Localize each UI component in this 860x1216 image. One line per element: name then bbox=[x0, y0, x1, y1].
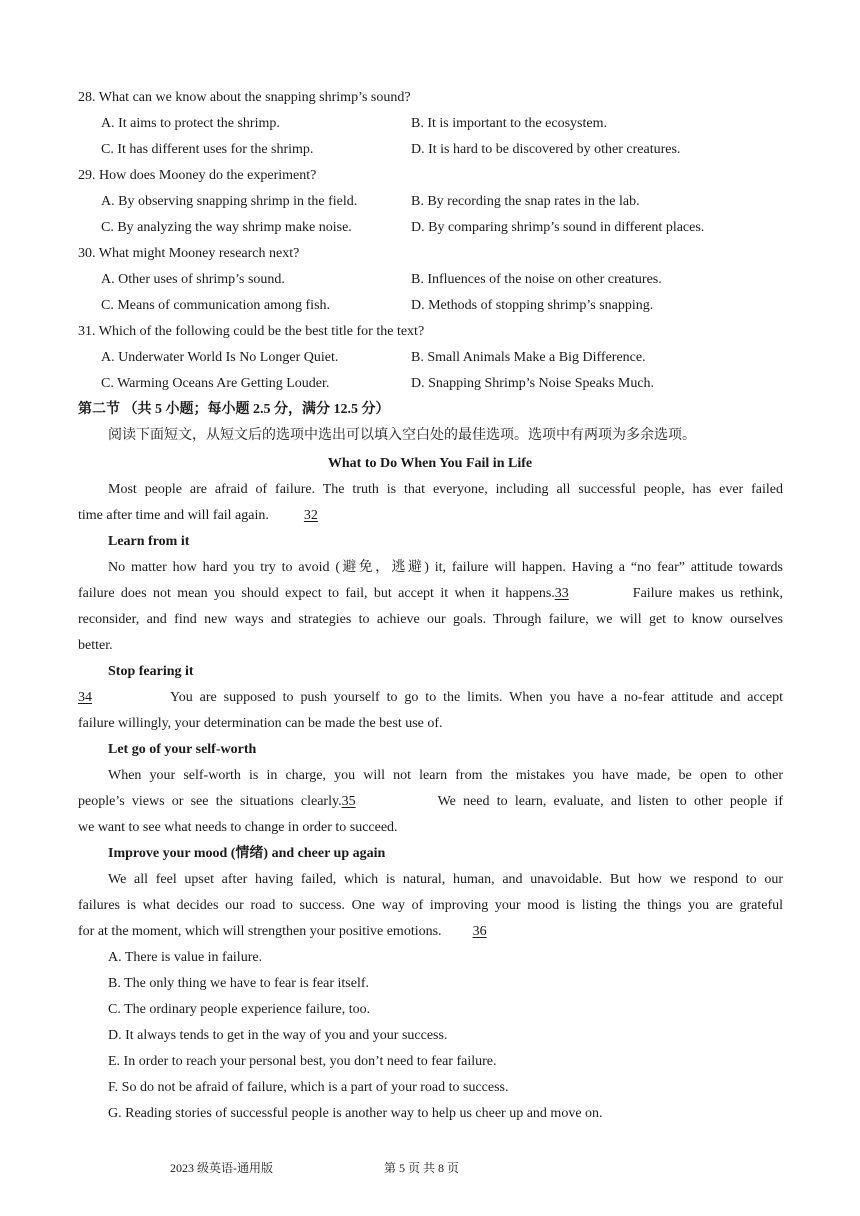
paragraph-5-text: for at the moment, which will strengthen your positive emotions. bbox=[78, 924, 442, 939]
paragraph-3-line-1 bbox=[78, 689, 783, 707]
paragraph-3-line-2: failure willingly, your determination can be made the best use of. bbox=[78, 716, 443, 731]
choice-e: E. In order to reach your personal best, you don’t need to fear failure. bbox=[108, 1054, 497, 1069]
blank-35: 35 bbox=[341, 794, 356, 809]
question-30-option-c: C. Means of communication among fish. bbox=[101, 298, 331, 313]
footer-exam-label: 2023 级英语-通用版 bbox=[170, 1161, 273, 1175]
question-31-option-b: B. Small Animals Make a Big Difference. bbox=[411, 350, 646, 365]
question-28-stem: 28. What can we know about the snapping shrimp’s sound? bbox=[78, 90, 411, 105]
question-29-option-b: B. By recording the snap rates in the lab. bbox=[411, 194, 640, 209]
blank-32: 32 bbox=[303, 508, 318, 523]
section-heading: 第二节 （共 5 小题；每小题 2.5 分，满分 12.5 分） bbox=[78, 402, 390, 417]
heading-stop-fearing-it: Stop fearing it bbox=[108, 664, 194, 679]
paragraph-2-text-pre: failure does not mean you should expect to fail, but accept it when it happens. bbox=[78, 586, 555, 601]
paragraph-3-text: You are supposed to push yourself to go to the limits. When you have a no-fear attitude and accept bbox=[170, 690, 783, 705]
choice-c: C. The ordinary people experience failure, too. bbox=[108, 1002, 371, 1017]
question-28-option-b: B. It is important to the ecosystem. bbox=[411, 116, 607, 131]
heading-let-go-self-worth: Let go of your self-worth bbox=[108, 742, 257, 757]
question-31-stem: 31. Which of the following could be the best title for the text? bbox=[78, 324, 425, 339]
paragraph-4-line-3: we want to see what needs to change in order to succeed. bbox=[78, 820, 398, 835]
paragraph-4-text-pre: people’s views or see the situations clearly. bbox=[78, 794, 342, 809]
blank-34: 34 bbox=[78, 690, 92, 705]
question-30-option-b: B. Influences of the noise on other creatures. bbox=[411, 272, 662, 287]
question-31-option-c: C. Warming Oceans Are Getting Louder. bbox=[101, 376, 330, 391]
paragraph-2-line-2 bbox=[78, 585, 783, 603]
choice-a: A. There is value in failure. bbox=[108, 950, 263, 965]
question-29-option-d: D. By comparing shrimp’s sound in different places. bbox=[411, 220, 705, 235]
question-30-option-a: A. Other uses of shrimp’s sound. bbox=[101, 272, 285, 287]
paragraph-4-line-2 bbox=[78, 793, 783, 811]
choice-d: D. It always tends to get in the way of you and your success. bbox=[108, 1028, 448, 1043]
blank-36: 36 bbox=[472, 924, 487, 939]
passage-title: What to Do When You Fail in Life bbox=[327, 456, 533, 471]
choice-g: G. Reading stories of successful people is another way to help us cheer up and move on. bbox=[108, 1106, 603, 1121]
question-31-option-a: A. Underwater World Is No Longer Quiet. bbox=[101, 350, 339, 365]
question-28-option-c: C. It has different uses for the shrimp. bbox=[101, 142, 314, 157]
question-28-option-a: A. It aims to protect the shrimp. bbox=[101, 116, 280, 131]
question-31-option-d: D. Snapping Shrimp’s Noise Speaks Much. bbox=[411, 376, 655, 391]
question-28-option-d: D. It is hard to be discovered by other creatures. bbox=[411, 142, 681, 157]
paragraph-5-line-3 bbox=[78, 923, 518, 941]
paragraph-4-text-post: We need to learn, evaluate, and listen to other people if bbox=[437, 794, 783, 809]
question-29-option-c: C. By analyzing the way shrimp make noise. bbox=[101, 220, 352, 235]
heading-improve-mood: Improve your mood (情绪) and cheer up again bbox=[108, 846, 386, 861]
heading-learn-from-it: Learn from it bbox=[108, 534, 190, 549]
blank-33: 33 bbox=[554, 586, 569, 601]
question-29-option-a: A. By observing snapping shrimp in the field. bbox=[101, 194, 358, 209]
paragraph-1-line-1: Most people are afraid of failure. The truth is that everyone, including all successful people, has ever failed bbox=[108, 482, 783, 497]
question-30-stem: 30. What might Mooney research next? bbox=[78, 246, 300, 261]
paragraph-2-line-3: reconsider, and find new ways and strategies to achieve our goals. Through failure, we will get to know ourselves bbox=[78, 612, 783, 627]
paragraph-4-line-1: When your self-worth is in charge, you will not learn from the mistakes you have made, be open to other bbox=[108, 768, 783, 783]
question-30-option-d: D. Methods of stopping shrimp’s snapping. bbox=[411, 298, 654, 313]
paragraph-2-line-4: better. bbox=[78, 638, 113, 653]
paragraph-2-text-post: Failure makes us rethink, bbox=[632, 586, 783, 601]
choice-f: F. So do not be afraid of failure, which is a part of your road to success. bbox=[108, 1080, 509, 1095]
question-29-stem: 29. How does Mooney do the experiment? bbox=[78, 168, 317, 183]
section-instruction: 阅读下面短文，从短文后的选项中选出可以填入空白处的最佳选项。选项中有两项为多余选项。 bbox=[108, 428, 696, 443]
paragraph-1-line-2 bbox=[78, 507, 353, 525]
paragraph-1-text: time after time and will fail again. bbox=[78, 508, 269, 523]
choice-b: B. The only thing we have to fear is fear itself. bbox=[108, 976, 369, 991]
footer-page-number: 第 5 页 共 8 页 bbox=[384, 1161, 460, 1175]
paragraph-5-line-1: We all feel upset after having failed, which is natural, human, and unavoidable. But how we respond to our bbox=[108, 872, 783, 887]
paragraph-5-line-2: failures is what decides our road to success. One way of improving your mood is listing the things you are grateful bbox=[78, 898, 783, 913]
paragraph-2-line-1: No matter how hard you try to avoid (避免，逃避) it, failure will happen. Having a “no fear” attitude towards bbox=[108, 560, 783, 575]
